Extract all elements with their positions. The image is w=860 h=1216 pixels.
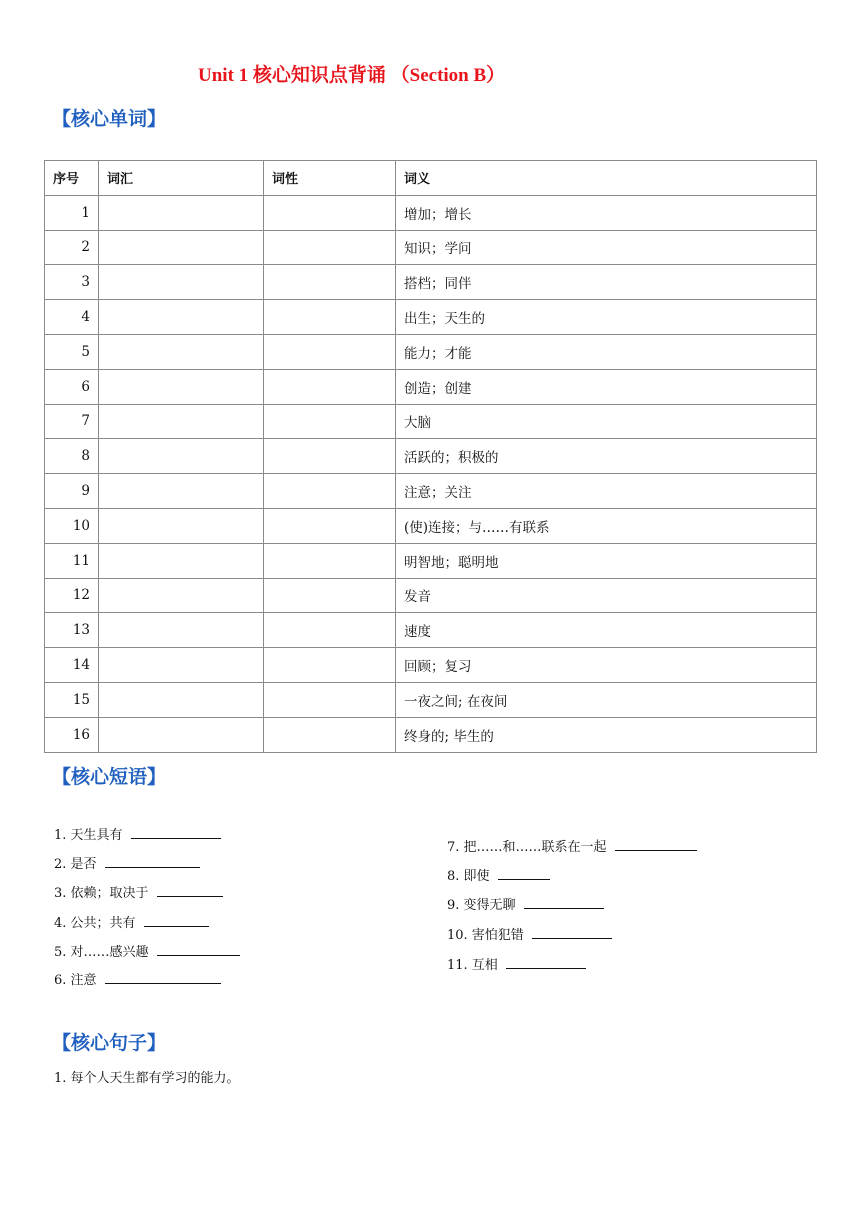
section-heading-core-phrases: 【核心短语】 [52, 766, 167, 788]
row-index: 11 [45, 543, 99, 578]
answer-blank[interactable] [524, 896, 604, 909]
page-title: Unit 1 核心知识点背诵 （Section B） [198, 65, 506, 86]
meaning-cell: 一夜之间; 在夜间 [396, 682, 817, 717]
table-row [45, 404, 817, 439]
table-row [45, 195, 817, 230]
meaning-cell: 终身的; 毕生的 [396, 717, 817, 752]
phrase-item [54, 912, 209, 931]
section-heading-core-sentences: 【核心句子】 [52, 1032, 167, 1054]
pos-blank-cell[interactable] [264, 369, 396, 404]
phrase-label: 4. 公共；共有 [54, 916, 136, 931]
table-row [45, 613, 817, 648]
table-row [45, 369, 817, 404]
vocab-table [44, 160, 817, 753]
answer-blank[interactable] [532, 926, 612, 939]
table-row [45, 334, 817, 369]
row-index: 8 [45, 439, 99, 474]
phrase-item [447, 894, 604, 913]
pos-blank-cell[interactable] [264, 578, 396, 613]
table-row [45, 439, 817, 474]
table-row [45, 508, 817, 543]
table-header-row [45, 161, 817, 196]
phrase-label: 3. 依赖；取决于 [54, 886, 149, 901]
pos-blank-cell[interactable] [264, 230, 396, 265]
word-blank-cell[interactable] [99, 474, 264, 509]
meaning-cell: 速度 [396, 613, 817, 648]
answer-blank[interactable] [105, 971, 221, 984]
word-blank-cell[interactable] [99, 648, 264, 683]
phrase-item [54, 941, 240, 960]
sentence-item: 1. 每个人天生都有学习的能力。 [54, 1071, 240, 1086]
header-part-of-speech: 词性 [264, 161, 396, 196]
phrase-item [447, 954, 586, 973]
word-blank-cell[interactable] [99, 439, 264, 474]
header-meaning: 词义 [396, 161, 817, 196]
pos-blank-cell[interactable] [264, 439, 396, 474]
meaning-cell: 回顾；复习 [396, 648, 817, 683]
row-index: 9 [45, 474, 99, 509]
word-blank-cell[interactable] [99, 717, 264, 752]
pos-blank-cell[interactable] [264, 334, 396, 369]
meaning-cell: 发音 [396, 578, 817, 613]
header-index: 序号 [45, 161, 99, 196]
row-index: 6 [45, 369, 99, 404]
row-index: 3 [45, 265, 99, 300]
meaning-cell: 出生；天生的 [396, 300, 817, 335]
meaning-cell: 注意；关注 [396, 474, 817, 509]
meaning-cell: (使)连接；与……有联系 [396, 508, 817, 543]
table-row [45, 265, 817, 300]
pos-blank-cell[interactable] [264, 265, 396, 300]
answer-blank[interactable] [157, 884, 223, 897]
answer-blank[interactable] [144, 914, 209, 927]
word-blank-cell[interactable] [99, 543, 264, 578]
phrase-label: 5. 对……感兴趣 [54, 945, 149, 960]
table-row [45, 543, 817, 578]
word-blank-cell[interactable] [99, 613, 264, 648]
phrase-item [54, 882, 223, 901]
meaning-cell: 创造；创建 [396, 369, 817, 404]
word-blank-cell[interactable] [99, 369, 264, 404]
pos-blank-cell[interactable] [264, 474, 396, 509]
phrase-label: 6. 注意 [54, 973, 97, 988]
word-blank-cell[interactable] [99, 508, 264, 543]
answer-blank[interactable] [157, 943, 240, 956]
meaning-cell: 大脑 [396, 404, 817, 439]
row-index: 15 [45, 682, 99, 717]
row-index: 1 [45, 195, 99, 230]
section-heading-core-words: 【核心单词】 [52, 108, 167, 130]
meaning-cell: 明智地；聪明地 [396, 543, 817, 578]
pos-blank-cell[interactable] [264, 543, 396, 578]
answer-blank[interactable] [506, 956, 586, 969]
word-blank-cell[interactable] [99, 195, 264, 230]
pos-blank-cell[interactable] [264, 404, 396, 439]
answer-blank[interactable] [105, 855, 200, 868]
row-index: 16 [45, 717, 99, 752]
answer-blank[interactable] [498, 867, 550, 880]
pos-blank-cell[interactable] [264, 717, 396, 752]
phrase-item [447, 924, 612, 943]
table-row [45, 717, 817, 752]
phrase-label: 7. 把……和……联系在一起 [447, 840, 607, 855]
row-index: 14 [45, 648, 99, 683]
word-blank-cell[interactable] [99, 334, 264, 369]
phrase-label: 10. 害怕犯错 [447, 928, 524, 943]
meaning-cell: 活跃的；积极的 [396, 439, 817, 474]
row-index: 4 [45, 300, 99, 335]
word-blank-cell[interactable] [99, 230, 264, 265]
pos-blank-cell[interactable] [264, 682, 396, 717]
pos-blank-cell[interactable] [264, 613, 396, 648]
row-index: 10 [45, 508, 99, 543]
phrase-label: 1. 天生具有 [54, 828, 123, 843]
meaning-cell: 能力；才能 [396, 334, 817, 369]
phrase-item [54, 853, 200, 872]
word-blank-cell[interactable] [99, 404, 264, 439]
pos-blank-cell[interactable] [264, 195, 396, 230]
row-index: 12 [45, 578, 99, 613]
table-row [45, 682, 817, 717]
row-index: 13 [45, 613, 99, 648]
header-word: 词汇 [99, 161, 264, 196]
table-row [45, 648, 817, 683]
word-blank-cell[interactable] [99, 265, 264, 300]
answer-blank[interactable] [615, 838, 697, 851]
phrase-item [447, 836, 697, 855]
table-row [45, 300, 817, 335]
pos-blank-cell[interactable] [264, 300, 396, 335]
pos-blank-cell[interactable] [264, 508, 396, 543]
row-index: 7 [45, 404, 99, 439]
word-blank-cell[interactable] [99, 578, 264, 613]
phrase-label: 8. 即使 [447, 869, 490, 884]
word-blank-cell[interactable] [99, 682, 264, 717]
row-index: 5 [45, 334, 99, 369]
phrase-item [54, 824, 221, 843]
table-row [45, 578, 817, 613]
word-blank-cell[interactable] [99, 300, 264, 335]
phrase-item [54, 969, 221, 988]
meaning-cell: 增加；增长 [396, 195, 817, 230]
phrase-label: 9. 变得无聊 [447, 898, 516, 913]
meaning-cell: 搭档；同伴 [396, 265, 817, 300]
answer-blank[interactable] [131, 826, 221, 839]
meaning-cell: 知识；学问 [396, 230, 817, 265]
table-row [45, 230, 817, 265]
table-row [45, 474, 817, 509]
pos-blank-cell[interactable] [264, 648, 396, 683]
phrase-item [447, 865, 550, 884]
row-index: 2 [45, 230, 99, 265]
phrase-label: 2. 是否 [54, 857, 97, 872]
phrase-label: 11. 互相 [447, 958, 498, 973]
